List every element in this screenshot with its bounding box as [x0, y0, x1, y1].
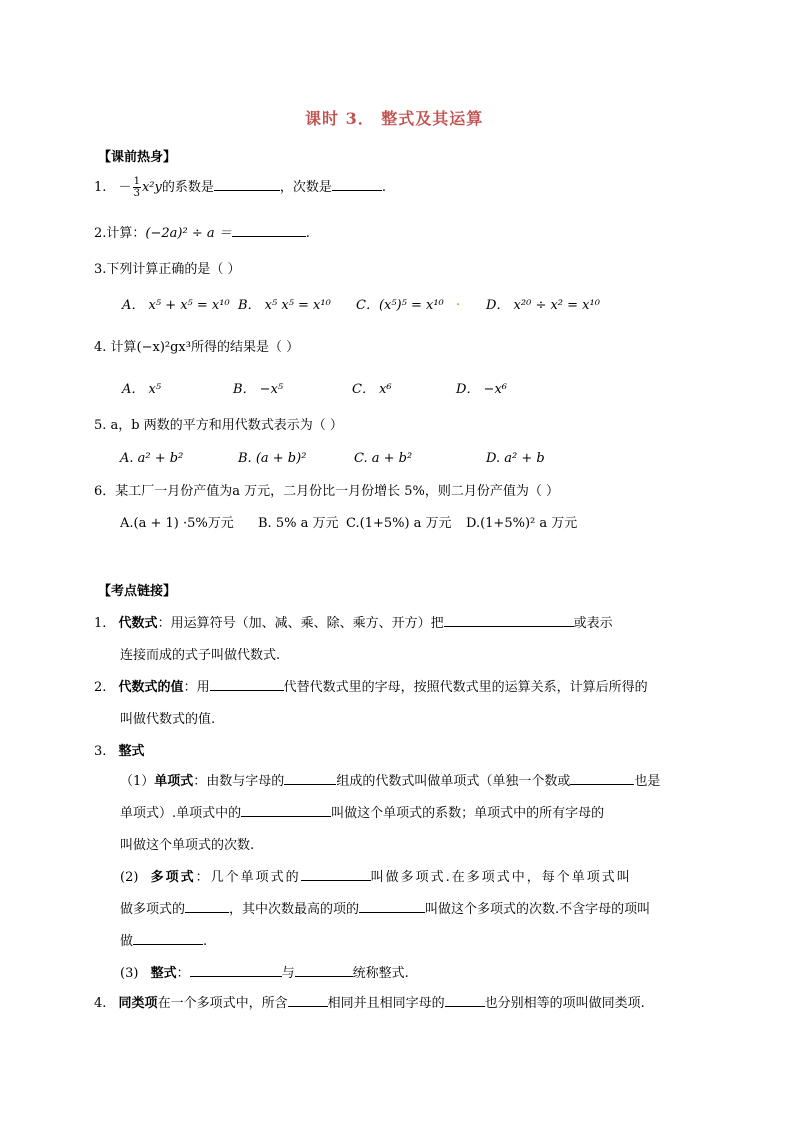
- question-6-stem: 6．某工厂一月份产值为a 万元，二月份比一月份增长 5%，则二月份产值为（ ）: [94, 484, 560, 499]
- answer-blank[interactable]: [232, 224, 306, 237]
- p4-term: 同类项: [118, 996, 158, 1011]
- q1-text-degree: ，次数是: [279, 180, 332, 195]
- question-3-stem: 3.下列计算正确的是（ ）: [94, 262, 241, 277]
- p2-number: 2.: [94, 680, 107, 695]
- p1-line2: 连接而成的式子叫做代数式.: [120, 648, 281, 663]
- s3-number: (3): [120, 966, 139, 981]
- fraction-denominator: 3: [133, 188, 140, 199]
- s1-text: ：由数与字母的: [193, 774, 285, 789]
- s1-number: （1）: [120, 774, 155, 789]
- sub-3: [120, 962, 409, 981]
- answer-blank[interactable]: [214, 178, 280, 191]
- page-title: 课时 3． 整式及其运算: [305, 109, 484, 128]
- question-1: [94, 176, 386, 199]
- points-heading: 【考点链接】: [98, 584, 177, 599]
- q3-option-c[interactable]: C．(x⁵)⁵ = x¹⁰: [356, 298, 444, 313]
- p4-text-3: 也分别相等的项叫做同类项.: [484, 996, 645, 1011]
- q1-number: 1.: [94, 180, 107, 195]
- sub-1: [120, 770, 660, 789]
- q4-option-a[interactable]: A． x⁵: [122, 382, 162, 397]
- sub-1-line2: [120, 802, 604, 821]
- s3-text-end: 统称整式.: [352, 966, 409, 981]
- q1-negative-sign: －: [118, 180, 132, 195]
- q6-option-d[interactable]: D.(1+5%)² a 万元: [466, 516, 578, 531]
- s2-number: (2): [120, 870, 139, 885]
- p4-text: 在一个多项式中，所含: [157, 996, 288, 1011]
- answer-blank[interactable]: [295, 964, 353, 977]
- sub-2-line3: [120, 930, 207, 949]
- s3-term: 整式: [150, 966, 177, 981]
- question-2: [94, 222, 310, 241]
- q4-option-b[interactable]: B． −x⁵: [233, 382, 284, 397]
- answer-blank[interactable]: [359, 900, 425, 913]
- p2-line2: 叫做代数式的值.: [120, 712, 216, 727]
- q2-number: 2.: [94, 226, 107, 241]
- point-4: [94, 992, 645, 1011]
- q1-fraction: [133, 176, 141, 199]
- q2-expression: (−2a)² ÷ a ＝: [145, 226, 232, 241]
- s2-line3-a: 做: [120, 934, 134, 949]
- p4-number: 4.: [94, 996, 107, 1011]
- p1-number: 1.: [94, 616, 107, 631]
- q6-option-c[interactable]: C.(1+5%) a 万元: [346, 516, 452, 531]
- answer-blank[interactable]: [241, 804, 331, 817]
- point-3: [94, 740, 145, 759]
- answer-blank[interactable]: [332, 178, 382, 191]
- answer-blank[interactable]: [210, 678, 284, 691]
- s3-colon: ：: [176, 966, 190, 981]
- q4-option-d[interactable]: D． −x⁶: [456, 382, 507, 397]
- p2-text: ：用: [183, 680, 210, 695]
- sub-1-line3: 叫做这个单项式的次数.: [120, 838, 255, 853]
- answer-blank[interactable]: [190, 964, 282, 977]
- q6-option-b[interactable]: B. 5% a 万元: [258, 516, 339, 531]
- q1-text-coefficient: 的系数是: [161, 180, 214, 195]
- s1-text-2: 组成的代数式叫做单项式（单独一个数或: [336, 774, 571, 789]
- s2-line2-a: 做多项式的: [120, 902, 186, 917]
- q5-option-a[interactable]: A. a² + b²: [120, 451, 184, 466]
- q1-period: .: [381, 180, 386, 195]
- q1-expression: x²y: [141, 180, 162, 195]
- question-4-stem: 4. 计算(−x)²gx³所得的结果是（ ）: [94, 340, 300, 355]
- q3-option-b[interactable]: B． x⁵ x⁵ = x¹⁰: [238, 298, 331, 313]
- fraction-numerator: 1: [133, 176, 140, 187]
- q5-option-c[interactable]: C. a + b²: [354, 451, 413, 466]
- answer-blank[interactable]: [445, 994, 485, 1007]
- q3-option-d[interactable]: D． x²⁰ ÷ x² = x¹⁰: [486, 298, 600, 313]
- q5-option-d[interactable]: D. a² + b: [486, 451, 545, 466]
- point-1: [94, 612, 613, 631]
- p1-text-end: 或表示: [573, 616, 613, 631]
- s2-line2-b: ，其中次数最高的项的: [229, 902, 360, 917]
- p3-term: 整式: [118, 744, 145, 759]
- s2-line2-c: 叫做这个多项式的次数.不含字母的项叫: [425, 902, 651, 917]
- p3-number: 3.: [94, 744, 107, 759]
- stray-dot: .: [456, 294, 461, 309]
- p1-text: ：用运算符号（加、减、乘、除、乘方、开方）把: [157, 616, 444, 631]
- answer-blank[interactable]: [288, 994, 328, 1007]
- answer-blank[interactable]: [284, 772, 336, 785]
- s1-line2-text-end: 叫做这个单项式的系数；单项式中的所有字母的: [331, 806, 605, 821]
- q6-option-a[interactable]: A.(a + 1) ·5%万元: [120, 516, 234, 531]
- p4-text-2: 相同并且相同字母的: [327, 996, 445, 1011]
- s2-text-end: 叫做多项式.在多项式中，每个单项式叫: [370, 870, 632, 885]
- answer-blank[interactable]: [301, 868, 371, 881]
- s1-text-3: 也是: [634, 774, 661, 789]
- s1-line2-text: 单项式）.单项式中的: [120, 806, 242, 821]
- s2-line3-b: .: [203, 934, 208, 949]
- answer-blank[interactable]: [133, 932, 203, 945]
- s2-term: 多项式: [150, 870, 196, 885]
- answer-blank[interactable]: [185, 900, 229, 913]
- p2-term: 代数式的值: [118, 680, 184, 695]
- p1-term: 代数式: [118, 616, 158, 631]
- p2-text-end: 代替代数式里的字母，按照代数式里的运算关系，计算后所得的: [283, 680, 648, 695]
- q3-option-a[interactable]: A． x⁵ + x⁵ = x¹⁰: [122, 298, 230, 313]
- q2-period: .: [305, 226, 310, 241]
- s2-text: ：几个单项式的: [195, 870, 301, 885]
- q2-text: 计算：: [106, 226, 146, 241]
- sub-2-line2: [120, 898, 650, 917]
- warmup-heading: 【课前热身】: [98, 150, 177, 165]
- point-2: [94, 676, 648, 695]
- s3-and: 与: [281, 966, 295, 981]
- q4-option-c[interactable]: C． x⁶: [352, 382, 392, 397]
- answer-blank[interactable]: [570, 772, 634, 785]
- s1-term: 单项式: [154, 774, 194, 789]
- answer-blank[interactable]: [444, 614, 574, 627]
- q5-option-b[interactable]: B. (a + b)²: [238, 451, 307, 466]
- sub-2: [120, 866, 632, 885]
- question-5-stem: 5. a，b 两数的平方和用代数式表示为（ ）: [94, 418, 343, 433]
